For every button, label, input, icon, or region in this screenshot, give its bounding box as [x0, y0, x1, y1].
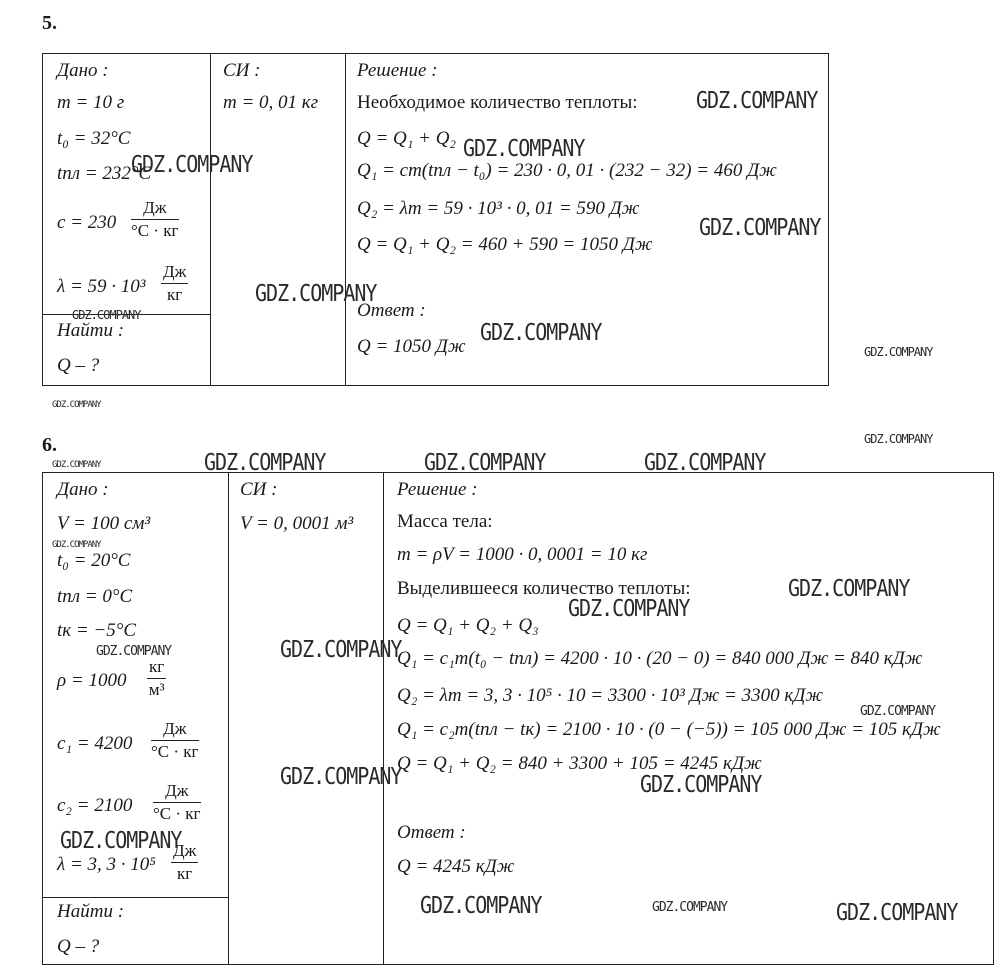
specific-heat-water-units — [151, 719, 199, 762]
watermark: GDZ.COMPANY — [644, 448, 766, 476]
solution-line: Q₁ = c₁m(t₀ − tпл) = 4200 · 10 · (20 − 0) = 840 000 Дж = 840 кДж — [397, 648, 923, 669]
density-units — [147, 657, 166, 700]
watermark: GDZ.COMPANY — [463, 134, 585, 162]
problem-5-number: 5. — [42, 12, 57, 34]
watermark: GDZ.COMPANY — [52, 460, 101, 470]
watermark: GDZ.COMPANY — [72, 308, 141, 322]
unit-denominator: °C · кг — [131, 221, 179, 240]
watermark: GDZ.COMPANY — [864, 345, 933, 359]
watermark: GDZ.COMPANY — [52, 400, 101, 410]
solution-line: Q₂ = λm = 59 · 10³ · 0, 01 = 590 Дж — [357, 198, 640, 219]
solution-line: Необходимое количество теплоты: — [357, 92, 638, 113]
given-initial-temperature: t₀ = 32°C — [57, 128, 131, 149]
si-volume: V = 0, 0001 м³ — [240, 513, 354, 534]
find-header: Найти : — [57, 320, 125, 341]
given-header: Дано : — [57, 60, 109, 81]
latent-heat-units — [161, 262, 188, 305]
si-header: СИ : — [223, 60, 261, 81]
watermark: GDZ.COMPANY — [640, 770, 762, 798]
specific-heat-ice-units — [153, 781, 201, 824]
column-divider — [383, 473, 384, 964]
watermark: GDZ.COMPANY — [699, 213, 821, 241]
watermark: GDZ.COMPANY — [131, 150, 253, 178]
unit-denominator: кг — [167, 285, 183, 304]
find-unknown: Q – ? — [57, 355, 100, 376]
given-melting-temperature: tпл = 232°C — [57, 163, 152, 184]
solution-line: Q = Q₁ + Q₂ — [357, 128, 457, 149]
si-mass: m = 0, 01 кг — [223, 92, 319, 113]
unit-numerator: Дж — [171, 841, 198, 863]
answer-value: Q = 4245 кДж — [397, 856, 515, 877]
solution-header: Решение : — [357, 60, 438, 81]
solution-line: Q₂ = λm = 3, 3 · 10⁵ · 10 = 3300 · 10³ Дж = 3300 кДж — [397, 685, 824, 706]
solution-line: Масса тела: — [397, 511, 493, 532]
unit-numerator: Дж — [153, 781, 201, 803]
given-specific-heat: c = 230 — [57, 212, 117, 233]
given-specific-heat-water: c₁ = 4200 — [57, 733, 133, 754]
watermark: GDZ.COMPANY — [836, 898, 958, 926]
solution-line: Q₁ = c₂m(tпл − tк) = 2100 · 10 · (0 − (−5)) = 105 000 Дж = 105 кДж — [397, 719, 941, 740]
watermark: GDZ.COMPANY — [60, 826, 182, 854]
solution-line: Q₁ = cm(tпл − t₀) = 230 · 0, 01 · (232 − 32) = 460 Дж — [357, 160, 777, 181]
watermark: GDZ.COMPANY — [788, 574, 910, 602]
given-final-temperature: tк = −5°C — [57, 620, 137, 641]
given-initial-temperature: t₀ = 20°C — [57, 550, 131, 571]
given-latent-heat: λ = 3, 3 · 10⁵ — [57, 854, 156, 875]
solution-header: Решение : — [397, 479, 478, 500]
watermark: GDZ.COMPANY — [280, 635, 402, 663]
given-melting-temperature: tпл = 0°C — [57, 586, 133, 607]
watermark: GDZ.COMPANY — [204, 448, 326, 476]
given-mass: m = 10 г — [57, 92, 125, 113]
unit-denominator: кг — [177, 864, 193, 883]
solution-line: Выделившееся количество теплоты: — [397, 578, 691, 599]
unit-denominator: °C · кг — [153, 804, 201, 823]
given-specific-heat-ice: c₂ = 2100 — [57, 795, 133, 816]
problem-6-number: 6. — [42, 434, 57, 456]
watermark: GDZ.COMPANY — [420, 891, 542, 919]
watermark: GDZ.COMPANY — [255, 279, 377, 307]
answer-header: Ответ : — [397, 822, 466, 843]
watermark: GDZ.COMPANY — [280, 762, 402, 790]
find-header: Найти : — [57, 901, 125, 922]
si-header: СИ : — [240, 479, 278, 500]
solution-line: Q = Q₁ + Q₂ = 840 + 3300 + 105 = 4245 кДж — [397, 753, 762, 774]
column-divider — [210, 54, 211, 385]
unit-numerator: Дж — [161, 262, 188, 284]
watermark: GDZ.COMPANY — [480, 318, 602, 346]
given-find-divider — [43, 897, 228, 898]
column-divider — [228, 473, 229, 964]
given-header: Дано : — [57, 479, 109, 500]
specific-heat-units — [131, 198, 179, 241]
watermark: GDZ.COMPANY — [568, 594, 690, 622]
solution-line: Q = Q₁ + Q₂ + Q₃ — [397, 615, 539, 636]
column-divider — [345, 54, 346, 385]
unit-denominator: °C · кг — [151, 742, 199, 761]
solution-line: m = ρV = 1000 · 0, 0001 = 10 кг — [397, 544, 648, 565]
watermark: GDZ.COMPANY — [860, 704, 936, 719]
given-density: ρ = 1000 — [57, 670, 127, 691]
answer-value: Q = 1050 Дж — [357, 336, 466, 357]
given-volume: V = 100 см³ — [57, 513, 151, 534]
find-unknown: Q – ? — [57, 936, 100, 957]
watermark: GDZ.COMPANY — [696, 86, 818, 114]
watermark: GDZ.COMPANY — [424, 448, 546, 476]
unit-numerator: Дж — [151, 719, 199, 741]
given-latent-heat: λ = 59 · 10³ — [57, 276, 146, 297]
solution-line: Q = Q₁ + Q₂ = 460 + 590 = 1050 Дж — [357, 234, 653, 255]
watermark: GDZ.COMPANY — [652, 900, 728, 915]
watermark: GDZ.COMPANY — [96, 644, 172, 659]
watermark: GDZ.COMPANY — [864, 432, 933, 446]
unit-denominator: м³ — [148, 680, 165, 699]
unit-numerator: Дж — [131, 198, 179, 220]
unit-numerator: кг — [147, 657, 166, 679]
watermark: GDZ.COMPANY — [52, 540, 101, 550]
answer-header: Ответ : — [357, 300, 426, 321]
